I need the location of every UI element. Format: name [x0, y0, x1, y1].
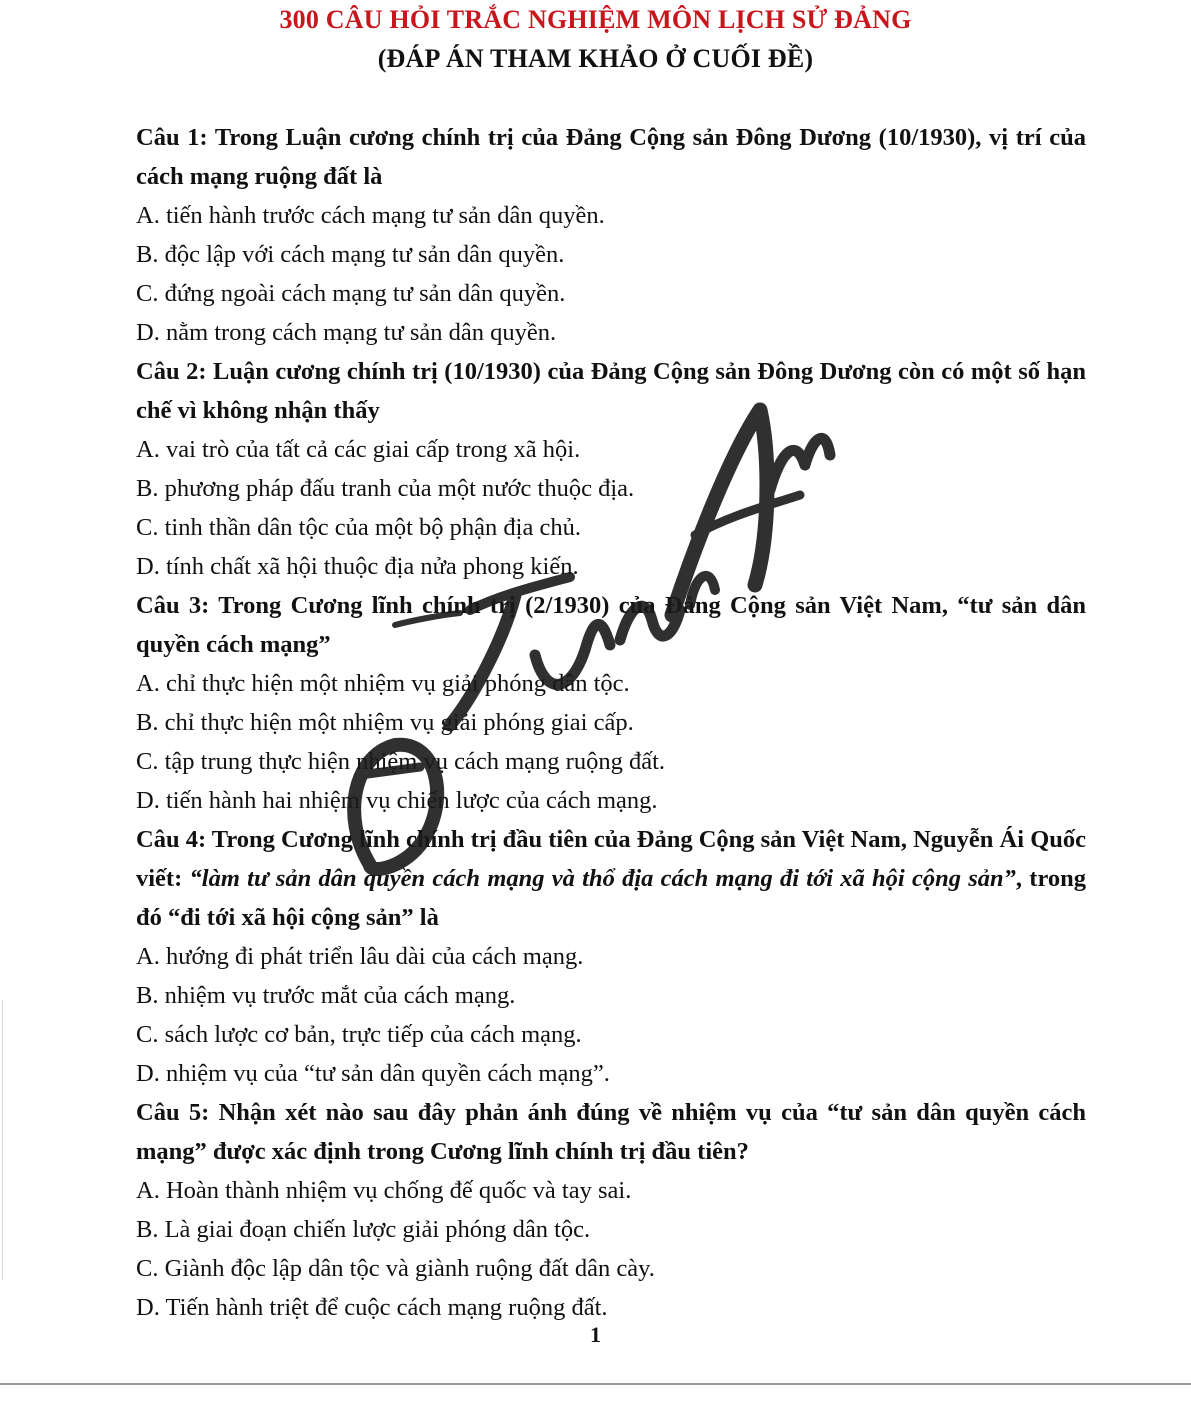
question-3 [136, 586, 1086, 820]
prompt-lead: Câu 4: Trong Cương lĩnh chính trị đầu tiên của Đảng Cộng sản Việt Nam, Nguyễn Ái Quốc viết: [136, 826, 1086, 892]
option-d: D. Tiến hành triệt để cuộc cách mạng ruộng đất. [136, 1294, 608, 1321]
option-b: B. phương pháp đấu tranh của một nước thuộc địa. [136, 475, 635, 502]
option-a: A. vai trò của tất cả các giai cấp trong xã hội. [136, 436, 581, 463]
option-a: A. Hoàn thành nhiệm vụ chống đế quốc và tay sai. [136, 1177, 632, 1204]
option-b: B. nhiệm vụ trước mắt của cách mạng. [136, 982, 516, 1009]
bottom-divider [0, 1383, 1191, 1385]
document-subtitle: (ĐÁP ÁN THAM KHẢO Ở CUỐI ĐỀ) [377, 44, 814, 73]
option-d: D. nằm trong cách mạng tư sản dân quyền. [136, 319, 557, 346]
question-prompt: Câu 1: Trong Luận cương chính trị của Đảng Cộng sản Đông Dương (10/1930), vị trí của cách mạng ruộng đất là [136, 124, 1086, 190]
option-c: C. sách lược cơ bản, trực tiếp của cách mạng. [136, 1021, 582, 1048]
option-a: A. hướng đi phát triển lâu dài của cách mạng. [136, 943, 584, 970]
option-c: C. tập trung thực hiện nhiệm vụ cách mạng ruộng đất. [136, 748, 666, 775]
question-list [136, 118, 1086, 1327]
option-c: C. đứng ngoài cách mạng tư sản dân quyền. [136, 280, 566, 307]
question-prompt: Câu 2: Luận cương chính trị (10/1930) của Đảng Cộng sản Đông Dương còn có một số hạn chế vì không nhận thấy [136, 358, 1086, 424]
question-prompt: Câu 5: Nhận xét nào sau đây phản ánh đúng về nhiệm vụ của “tư sản dân quyền cách mạng” được xác định trong Cương lĩnh chính trị đầu tiên? [136, 1099, 1086, 1165]
question-prompt: Câu 3: Trong Cương lĩnh chính trị (2/1930) của Đảng Cộng sản Việt Nam, “tư sản dân quyền cách mạng” [136, 592, 1086, 658]
question-4 [136, 820, 1086, 1093]
page-edge-divider [2, 1000, 3, 1280]
question-prompt [136, 820, 1086, 937]
option-d: D. tính chất xã hội thuộc địa nửa phong kiến. [136, 553, 579, 580]
option-b: B. Là giai đoạn chiến lược giải phóng dân tộc. [136, 1216, 591, 1243]
option-c: C. tinh thần dân tộc của một bộ phận địa chủ. [136, 514, 581, 541]
question-5 [136, 1093, 1086, 1327]
prompt-quote: “làm tư sản dân quyền cách mạng và thổ địa cách mạng đi tới xã hội cộng sản” [189, 865, 1016, 892]
option-a: A. chỉ thực hiện một nhiệm vụ giải phóng dân tộc. [136, 670, 630, 697]
option-d: D. tiến hành hai nhiệm vụ chiến lược của cách mạng. [136, 787, 658, 814]
page-number: 1 [590, 1322, 601, 1347]
document-title: 300 CÂU HỎI TRẮC NGHIỆM MÔN LỊCH SỬ ĐẢNG [279, 5, 912, 34]
option-d: D. nhiệm vụ của “tư sản dân quyền cách mạng”. [136, 1060, 610, 1087]
question-2 [136, 352, 1086, 586]
option-b: B. độc lập với cách mạng tư sản dân quyền. [136, 241, 565, 268]
option-b: B. chỉ thực hiện một nhiệm vụ giải phóng giai cấp. [136, 709, 634, 736]
prompt-tail: , trong đó “đi tới xã hội cộng sản” là [136, 865, 1087, 931]
option-c: C. Giành độc lập dân tộc và giành ruộng đất dân cày. [136, 1255, 655, 1282]
question-1 [136, 118, 1086, 352]
option-a: A. tiến hành trước cách mạng tư sản dân quyền. [136, 202, 605, 229]
